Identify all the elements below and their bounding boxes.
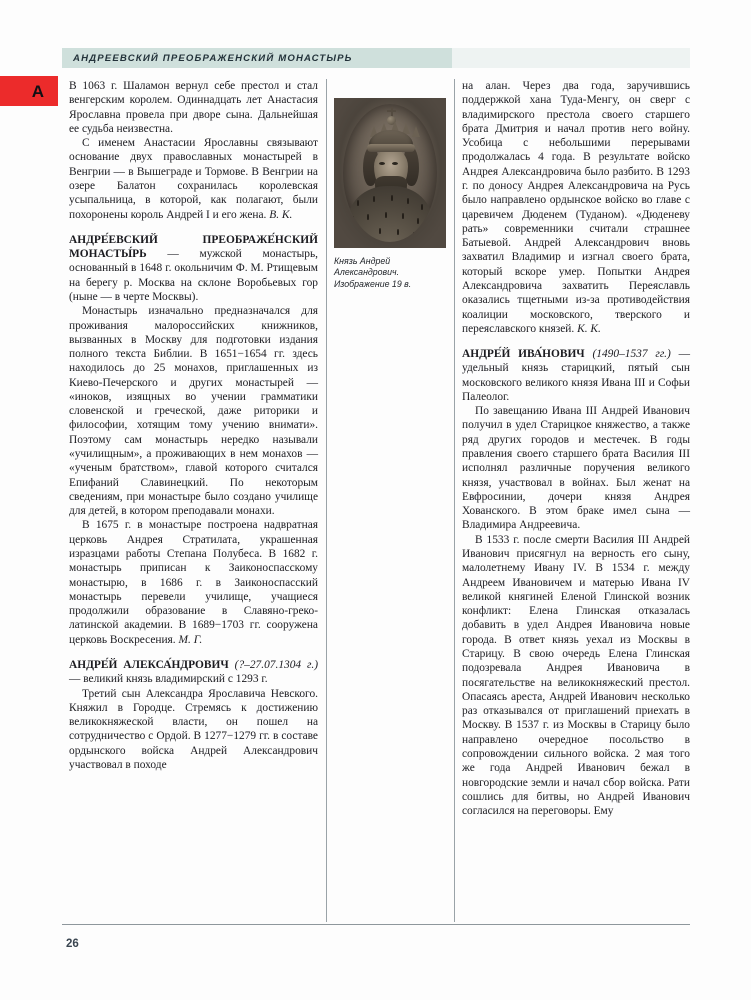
paragraph: Третий сын Александра Ярославича Невского. Княжил в Городце. Стремясь к достижению великокняжеской власти, он пошел на сотрудничество с Ордой. В 1277−1279 гг. в составе ордынского войска Андрей Александрович участвовал в походе [69,687,318,771]
cross-horizontal-icon [387,110,396,112]
paragraph [462,79,690,336]
entry-headword: АНДРЕ́ЕВСКИЙ ПРЕОБРАЖЕ́НСКИЙ МОНАСТЫ́РЬ [69,233,318,261]
footer-rule [62,924,690,925]
entry-heading-block [69,658,318,687]
running-head-text: АНДРЕЕВСКИЙ ПРЕОБРАЖЕНСКИЙ МОНАСТЫРЬ [73,52,353,64]
entry-lead: — удельный князь старицкий, пятый сын московского великого князя Ивана III и Софьи Палеолог. [462,348,690,403]
figure-caption-line: Изображение 19 в. [334,278,412,289]
paragraph [69,518,318,647]
figure-caption-line: Князь Андрей [334,256,391,266]
author-signature: М. Г. [178,633,203,646]
paragraph: Монастырь изначально предназначался для проживания малороссийских книжников, вызванных в Москву для подготовки издания полного текста Библии. В 1651−1654 гг. здесь находилось до 25 монахов, приглашенных из Киево-Печерского и других монастырей — «иноков, изящных во учении грамматики словенской и греческой, даже риторики и философии, хотящим тому учению внимати». Поэтому сам монастырь нередко называли «училищным», а проживающих в нем монахов — «ученым братством», главой которого считался Епифаний Славинецкий. По некоторым сведениям, при монастыре было создано училище для детей, в котором преподавали монахи. [69,305,318,518]
paragraph [69,136,318,222]
crown-spike [412,126,420,137]
column-rule-left [326,79,327,922]
paragraph: В 1063 г. Шаламон вернул себе престол и стал венгерским королем. Одиннадцать лет Анастасия Ярославна провела при дворе сына. Дальнейшая ее судьба неизвестна. [69,80,318,135]
page-number: 26 [66,938,79,950]
mantle [347,186,433,242]
portrait-oval [343,104,437,242]
figure-block [334,98,446,290]
figure-caption [334,256,446,290]
eye-right [392,162,398,165]
column-rule-right [454,79,455,922]
entry-headword: АНДРЕ́Й ИВА́НОВИЧ [462,348,585,361]
paragraph: В 1533 г. после смерти Василия III Андрей Иванович присягнул на верность его сыну, малолетнему Ивану IV. В 1534 г. между Андреем Ивановичем и матерью Ивана IV великой княгиней Еленой Глинской возник конфликт: Елена Глинская отказалась добавить в удел Андрея Ивановича новые города. В ответ князь уехал из Москвы в Старицу. В свою очередь Елена Глинская подозревала Андрея Ивановича в посягательстве на великокняжеский престол. Опасаясь ареста, Андрей Иванович несколько раз отказывался от приглашений приехать в Москву. В 1537 г. из Москвы в Старицу было направлено очередное посольство в сопровождении сильного войска. 2 мая того же года Андрей Иванович бежал в новгородские земли и начал сбор войска. Рати сошлись для битвы, но Андрей Иванович согласился на переговоры. Ему [462,533,690,818]
author-signature: В. К. [269,208,293,221]
thumb-index-letter: А [31,81,44,101]
figure-caption-line: Александрович. [334,267,400,278]
entry-dates: (1490–1537 гг.) [592,348,671,361]
thumb-index-tab [0,76,58,106]
entry-heading-block [69,233,318,304]
portrait-image [334,98,446,248]
crown-band [367,144,415,152]
author-signature: К. К. [577,322,601,335]
entry-dates: (?–27.07.1304 г.) [234,658,318,671]
paragraph: По завещанию Ивана III Андрей Иванович получил в удел Старицкое княжество, а также ряд других городов и местечек. В годы правления своего старшего брата Василия III исполнял различные поручения великого князя, участвовал в войнах. Был женат на Евфросинии, дочери князя Андрея Хованского. В этом браке имел сына — Владимира Андреевича. [462,405,690,532]
paragraph-text: В 1675 г. в монастыре построена надвратная церковь Андрея Стратилата, украшенная изразцами работы Степана Полубеса. В 1682 г. монастырь приписан к Заиконоспасскому монастырю, в 1686 г. в Заиконоспасский монастырь перевели училище, учащиеся продолжили образование в Славяно-греко-латинской академии. В 1689−1703 гг. сооружена церковь Воскресения. [69,519,318,646]
entry-lead: — великий князь владимирский с 1293 г. [69,673,268,686]
paragraph-text: на алан. Через два года, заручившись поддержкой хана Туда-Менгу, он сверг с владимирского престола своего старшего брата Дмитрия и начал против него войну. Усобица с небольшими перерывами продолжалась 4 года. В результате войско Андрея Александровича было разбито. В 1293 г. по доносу Андрея Александровича на Русь было направлено ордынское войско во главе с царевичем Дюденем (Туданом). «Дюденеву рать» современники считали страшнее Батыевой. Андрей Александрович вновь захватил Владимир и изгнал своего брата, который вскоре умер. Попытки Андрея Александровича захватить Переяславль оказались тщетными из-за противодействия коалиции московского, тверского и переяславского князей. [462,80,690,335]
entry-headword: АНДРЕ́Й АЛЕКСА́НДРОВИЧ [69,658,229,671]
column-right [462,79,690,818]
column-left [69,79,318,772]
running-head-filler [452,48,690,68]
entry-lead: — мужской монастырь, основанный в 1648 г. окольничим Ф. М. Ртищевым на берегу р. Москва на склоне Воробьевых гор (ныне — в черте Москвы). [69,248,318,303]
eye-left [379,162,385,165]
entry-heading-block [462,347,690,404]
paragraph-text: С именем Анастасии Ярославны связывают основание двух православных монастырей в Венгрии — в Вышеграде и Тормове. В Венгрии на озере Балатон сохранилась королевская усыпальница, в которой, как полагают, были похоронены король Андрей I и его жена. [69,137,318,221]
running-head [62,48,452,68]
